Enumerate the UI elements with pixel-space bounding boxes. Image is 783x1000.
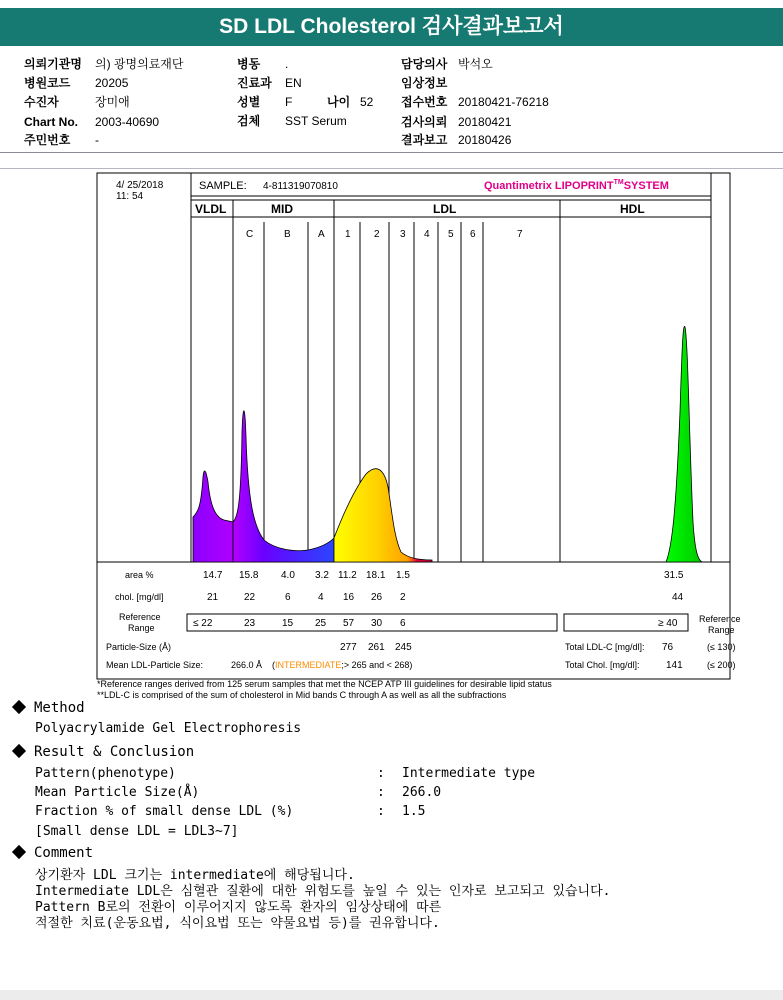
- method-heading: Method: [34, 700, 85, 716]
- band-c: C: [246, 229, 254, 240]
- diamond-bullet-icon: [12, 744, 26, 758]
- reception-label: 접수번호: [401, 95, 448, 109]
- result-section-heading: [12, 744, 194, 760]
- area-2: 18.1: [366, 570, 386, 581]
- total-ldl-ref: (≤ 130): [707, 642, 736, 652]
- area-vldl: 14.7: [203, 570, 223, 581]
- institution-value: 의) 광명의료재단: [95, 57, 184, 71]
- footnote-2: **LDL-C is comprised of the sum of cholesterol in Mid bands C through A as well as all the subfractions: [97, 690, 507, 700]
- sex-label: 성별: [237, 95, 261, 109]
- ref-2: 30: [371, 618, 383, 629]
- dept-value: EN: [285, 76, 302, 90]
- chol-2: 26: [371, 592, 383, 603]
- result-pattern-colon: :: [377, 766, 385, 781]
- patient-value: 장미애: [95, 95, 130, 109]
- svg-text:(INTERMEDIATE;> 265 and < 268): [272, 660, 412, 670]
- result-note: [Small dense LDL = LDL3~7]: [35, 824, 239, 839]
- mean-size-value: 266.0 Å: [231, 660, 263, 670]
- run-date: 4/ 25/2018: [116, 180, 164, 191]
- id-label: 주민번호: [24, 133, 71, 147]
- group-vldl: VLDL: [195, 202, 227, 216]
- diamond-bullet-icon: [12, 845, 26, 859]
- doctor-label: 담당의사: [401, 57, 448, 71]
- band-6: 6: [470, 229, 476, 240]
- ward-value: .: [285, 57, 289, 71]
- chol-a: 4: [318, 592, 324, 603]
- sample-label: SAMPLE:: [199, 180, 247, 192]
- particle-size-1: 277: [340, 642, 357, 653]
- particle-size-3: 245: [395, 642, 412, 653]
- sample-id: 4-811319070810: [263, 181, 338, 192]
- band-a: A: [318, 229, 325, 240]
- band-4: 4: [424, 229, 430, 240]
- area-hdl: 31.5: [664, 570, 684, 581]
- total-chol-label: Total Chol. [mg/dl]:: [565, 660, 640, 670]
- ref-c: 23: [244, 618, 256, 629]
- chol-hdl: 44: [672, 592, 684, 603]
- result-heading: Result & Conclusion: [34, 744, 195, 760]
- result-fraction-label: Fraction % of small dense LDL (%): [35, 804, 294, 819]
- age-value: 52: [360, 95, 374, 109]
- result-pattern-value: Intermediate type: [402, 766, 536, 781]
- chol-vldl: 21: [207, 592, 219, 603]
- total-chol-value: 141: [666, 660, 683, 671]
- result-size-colon: :: [377, 785, 385, 800]
- request-value: 20180421: [458, 115, 512, 129]
- clinical-info-label: 임상정보: [401, 76, 448, 90]
- ref-label-right-1: Reference: [699, 614, 741, 624]
- patient-label: 수진자: [24, 95, 59, 109]
- chol-label: chol. [mg/dl]: [115, 592, 164, 602]
- system-brand-name: Quantimetrix LIPOPRINT: [484, 180, 614, 192]
- method-section-heading: [12, 700, 85, 716]
- institution-label: 의뢰기관명: [24, 57, 82, 71]
- band-5: 5: [448, 229, 454, 240]
- mean-size-class-tail: ;> 265 and < 268): [341, 660, 413, 670]
- sex-value: F: [285, 95, 293, 109]
- mean-size-class-open: (: [272, 660, 275, 670]
- report-title: SD LDL Cholesterol 검사결과보고서: [0, 8, 783, 46]
- header-divider-2: [0, 168, 783, 169]
- hospital-code-value: 20205: [95, 76, 129, 90]
- specimen-value: SST Serum: [285, 114, 347, 128]
- area-c: 15.8: [239, 570, 259, 581]
- area-a: 3.2: [315, 570, 329, 581]
- ref-a: 25: [315, 618, 327, 629]
- run-time: 11: 54: [116, 191, 144, 202]
- total-ldl-label: Total LDL-C [mg/dl]:: [565, 642, 645, 652]
- chol-1: 16: [343, 592, 355, 603]
- ref-label-right-2: Range: [708, 625, 735, 635]
- system-suffix: SYSTEM: [623, 180, 669, 192]
- chol-3: 2: [400, 592, 406, 603]
- report-date-value: 20180426: [458, 133, 512, 147]
- group-mid: MID: [271, 202, 293, 216]
- age-label: 나이: [327, 95, 351, 109]
- area-b: 4.0: [281, 570, 295, 581]
- comment-heading: Comment: [34, 845, 94, 861]
- group-ldl: LDL: [433, 202, 457, 216]
- area-3: 1.5: [396, 570, 410, 581]
- ref-3: 6: [400, 618, 406, 629]
- band-2: 2: [374, 229, 380, 240]
- specimen-label: 검체: [237, 114, 261, 128]
- reception-value: 20180421-76218: [458, 95, 549, 109]
- mean-size-class: INTERMEDIATE: [275, 660, 342, 670]
- chol-b: 6: [285, 592, 291, 603]
- ref-label-1: Reference: [119, 612, 161, 622]
- diamond-bullet-icon: [12, 700, 26, 714]
- ward-label: 병동: [237, 57, 261, 71]
- bottom-bar: [0, 990, 783, 1000]
- mean-size-label: Mean LDL-Particle Size:: [106, 660, 204, 670]
- band-1: 1: [345, 229, 351, 240]
- comment-line-4: 적절한 치료(운동요법, 식이요법 또는 약물요법 등)를 권유합니다.: [35, 916, 440, 931]
- footnote-1: *Reference ranges derived from 125 serum samples that met the NCEP ATP III guidelines for desirable lipid status: [97, 679, 552, 689]
- request-label: 검사의뢰: [401, 115, 448, 129]
- comment-line-1: 상기환자 LDL 크기는 intermediate에 해당됩니다.: [35, 868, 355, 883]
- header-divider: [0, 152, 783, 153]
- system-brand: [484, 179, 669, 192]
- ref-vldl: ≤ 22: [193, 618, 213, 629]
- area-label: area %: [125, 570, 154, 580]
- comment-section-heading: [12, 845, 93, 861]
- ref-1: 57: [343, 618, 355, 629]
- dept-label: 진료과: [237, 76, 272, 90]
- chart-value: 2003-40690: [95, 115, 160, 129]
- result-size-value: 266.0: [402, 785, 442, 800]
- particle-size-label: Particle-Size (Å): [106, 642, 172, 652]
- chart-label: Chart No.: [24, 115, 78, 129]
- band-3: 3: [400, 229, 406, 240]
- hospital-code-label: 병원코드: [24, 76, 71, 90]
- method-text: Polyacrylamide Gel Electrophoresis: [35, 721, 302, 736]
- band-7: 7: [517, 229, 523, 240]
- doctor-value: 박석오: [458, 57, 493, 71]
- id-value: -: [95, 133, 99, 147]
- ref-label-2: Range: [128, 623, 155, 633]
- report-date-label: 결과보고: [401, 133, 448, 147]
- system-tm: TM: [613, 179, 624, 186]
- ref-b: 15: [282, 618, 294, 629]
- comment-line-3: Pattern B로의 전환이 이루어지지 않도록 환자의 임상상태에 따른: [35, 900, 442, 915]
- group-hdl: HDL: [620, 202, 645, 216]
- result-fraction-value: 1.5: [402, 804, 426, 819]
- particle-size-2: 261: [368, 642, 385, 653]
- total-ldl-value: 76: [662, 642, 674, 653]
- band-b: B: [284, 229, 291, 240]
- result-fraction-colon: :: [377, 804, 385, 819]
- chol-c: 22: [244, 592, 256, 603]
- comment-line-2: Intermediate LDL은 심혈관 질환에 대한 위험도를 높일 수 있는 인자로 보고되고 있습니다.: [35, 884, 611, 899]
- lipoprint-report: [96, 172, 741, 702]
- ref-hdl: ≥ 40: [658, 618, 678, 629]
- total-chol-ref: (≤ 200): [707, 660, 736, 670]
- result-size-label: Mean Particle Size(Å): [35, 785, 200, 800]
- result-pattern-label: Pattern(phenotype): [35, 766, 176, 781]
- area-1: 11.2: [338, 570, 357, 581]
